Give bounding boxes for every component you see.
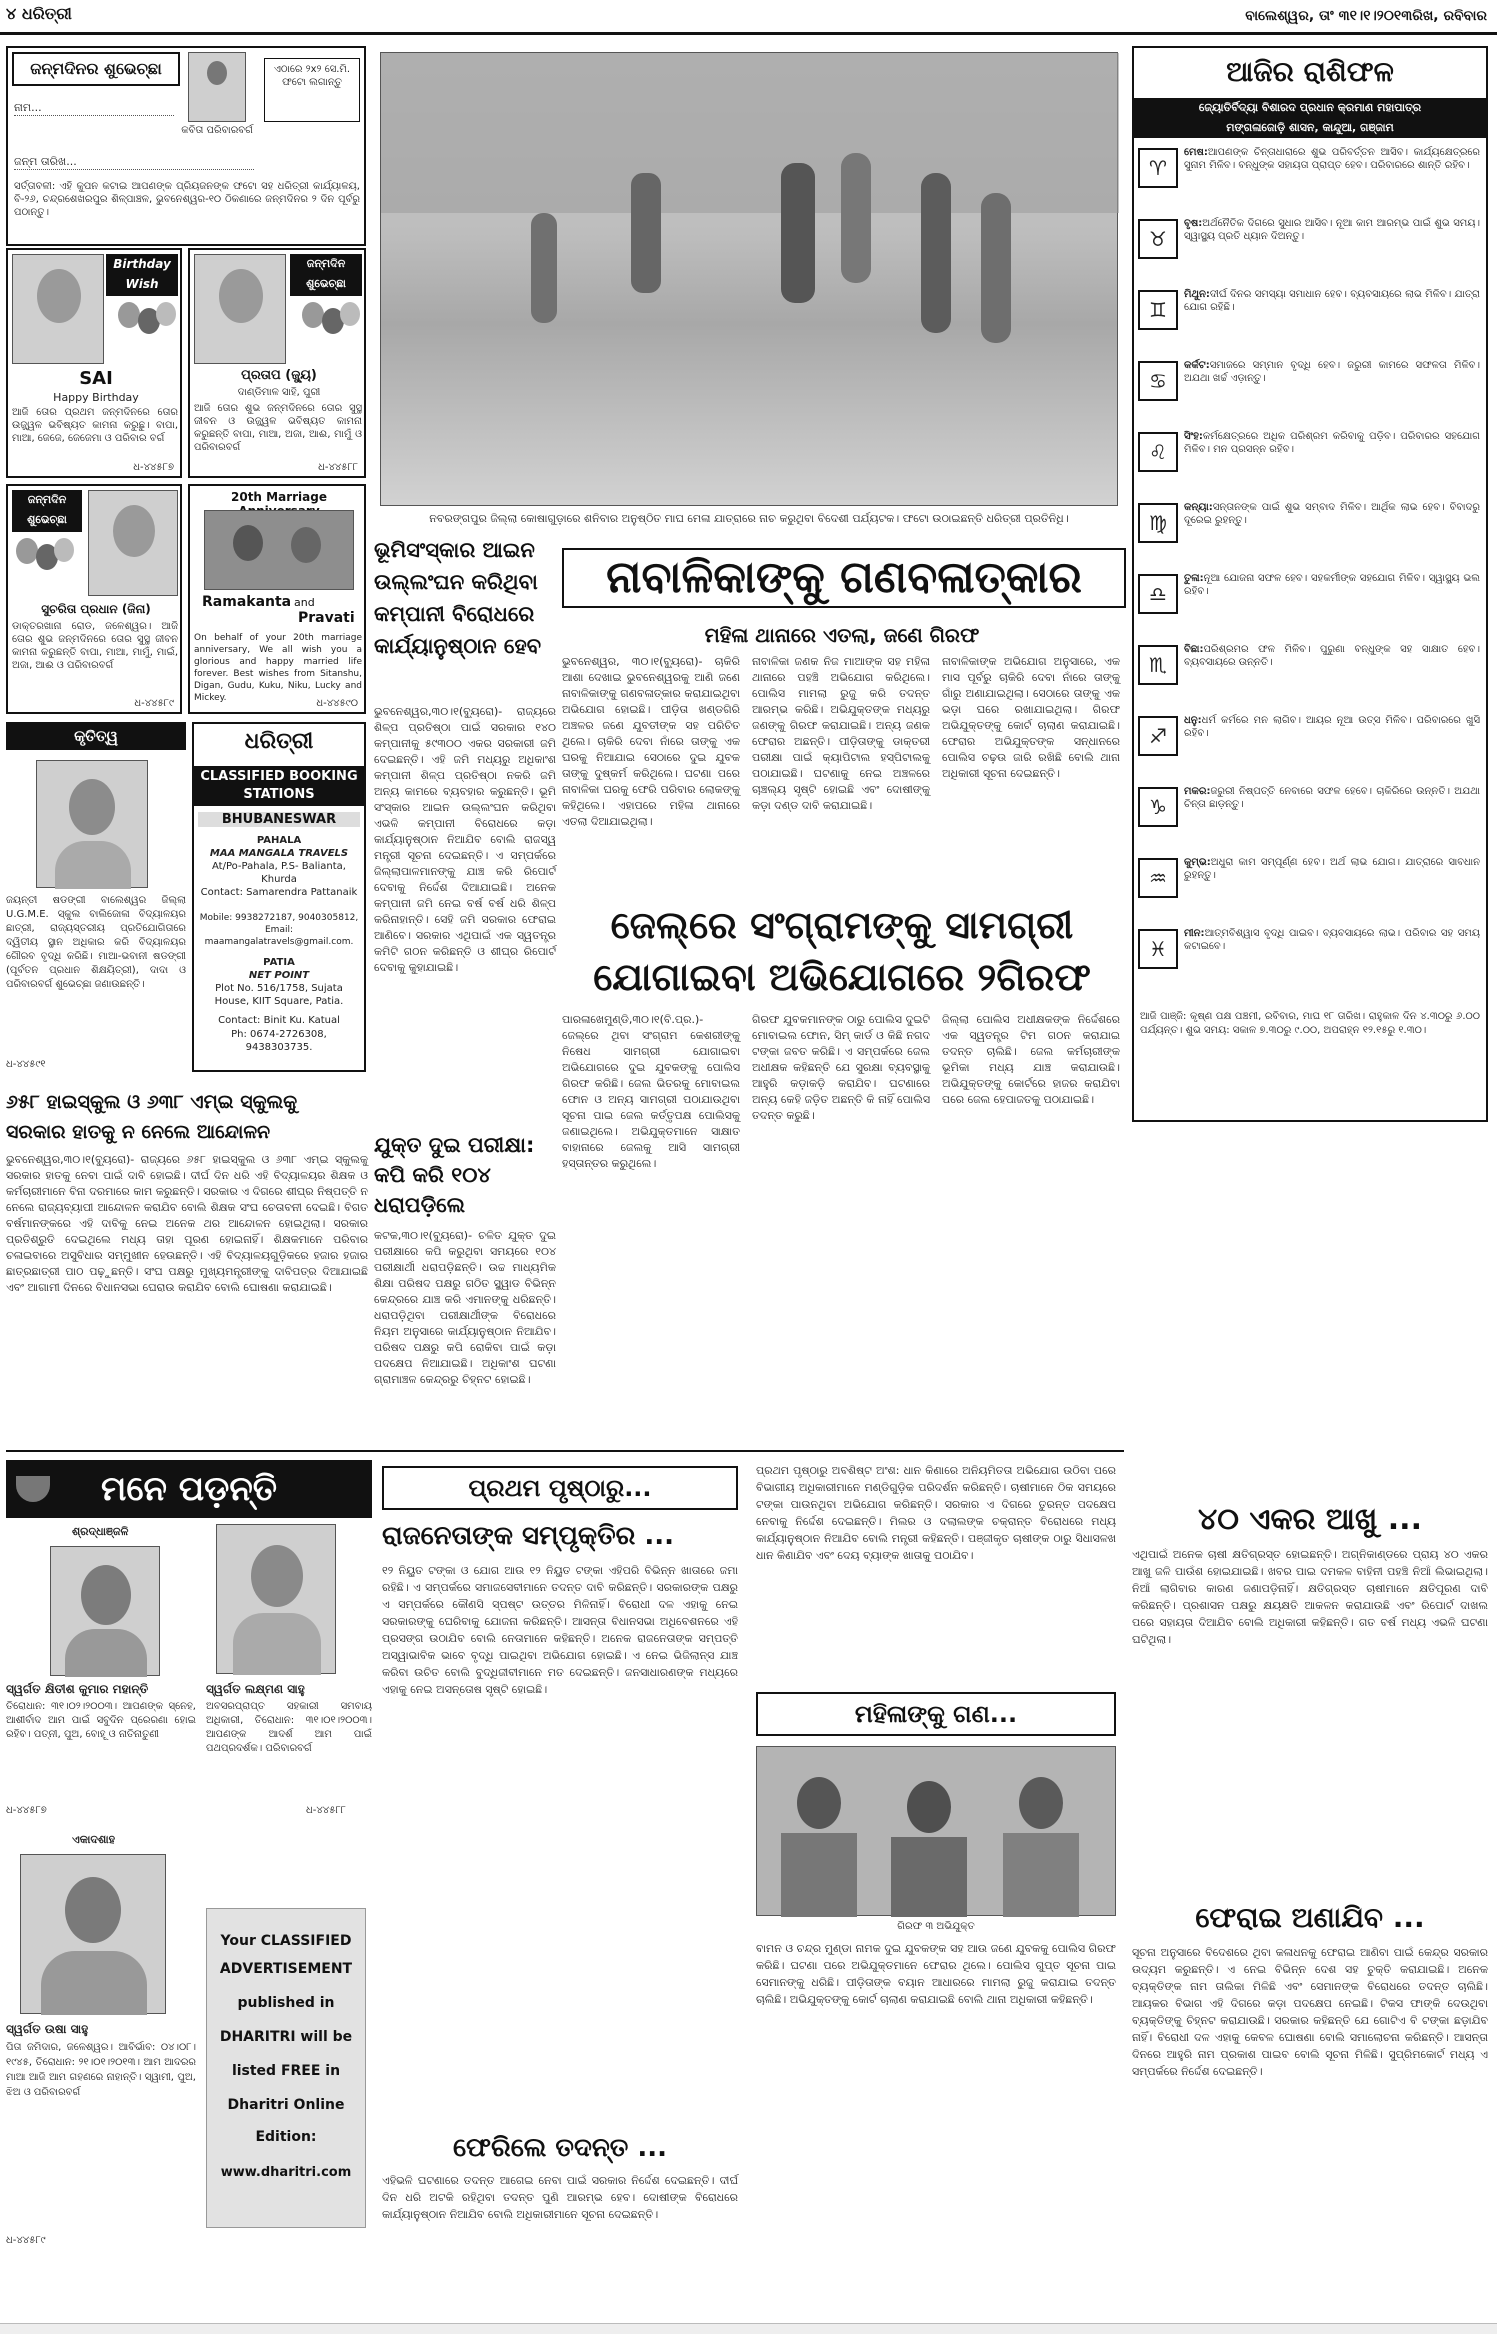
sai-photo xyxy=(12,254,104,364)
station2-addr: Plot No. 516/1758, Sujata House, KIIT Square, Patia. xyxy=(214,983,344,1007)
ekara-body: ଏଥିପାଇଁ ଅନେକ ଚାଷୀ କ୍ଷତିଗ୍ରସ୍ତ ହୋଇଛନ୍ତି। ଅଗ୍ନିକାଣ୍ଡରେ ପ୍ରାୟ ୪୦ ଏକର ଆଖୁ ଜଳି ପାଉଁଶ ହୋଇଯାଇଛି। ଖବର ପାଇ ଦମକଳ ବାହିନୀ ପହଞ୍ଚି ନିଆଁ ଲିଭାଇଥିଲା। ନିଆଁ ଲାଗିବାର କାରଣ ଜଣାପଡ଼ିନାହିଁ। କ୍ଷତିଗ୍ରସ୍ତ ଚାଷୀମାନେ କ୍ଷତିପୂରଣ ଦାବି କରିଛନ୍ତି। ପ୍ରଶାସନ ପକ୍ଷରୁ କ୍ଷୟକ୍ଷତି ଆକଳନ କରାଯାଉଛି ଏବଂ ରିପୋର୍ଟ ଦାଖଲ ପରେ ସହାୟତା ଦିଆଯିବ ବୋଲି ଅଧିକାରୀ କହିଛନ୍ତି। ଗତ ବର୍ଷ ମଧ୍ୟ ଏଭଳି ଘଟଣା ଘଟିଥିଲା। xyxy=(1132,1548,1488,1646)
header-rule xyxy=(0,32,1497,35)
p3-name: ସ୍ୱର୍ଗତ ଉଷା ସାହୁ xyxy=(6,2022,89,2036)
couple-photo xyxy=(204,510,354,590)
sucharita-code: ଧ-୪୪୫୮୯ xyxy=(134,698,174,709)
zodiac-icon: ♍ xyxy=(1138,503,1178,543)
rashi-row xyxy=(1134,641,1486,709)
plus-two-body: କଟକ,୩୦।୧(ବ୍ୟୁରୋ)- ଚଳିତ ଯୁକ୍ତ ଦୁଇ ପରୀକ୍ଷାରେ କପି କରୁଥିବା ସମୟରେ ୧୦୪ ପରୀକ୍ଷାର୍ଥୀ ଧରାପଡ଼ିଛନ୍ତି। ଉଚ୍ଚ ମାଧ୍ୟମିକ ଶିକ୍ଷା ପରିଷଦ ପକ୍ଷରୁ ଗଠିତ ସ୍କ୍ୱାଡ ବିଭିନ୍ନ କେନ୍ଦ୍ରରେ ଯାଞ୍ଚ କରି ଏମାନଙ୍କୁ ଧରିଛନ୍ତି। ଧରାପଡ଼ିଥିବା ପରୀକ୍ଷାର୍ଥୀଙ୍କ ବିରୋଧରେ ନିୟମ ଅନୁସାରେ କାର୍ଯ୍ୟାନୁଷ୍ଠାନ ନିଆଯିବ। ପରିଷଦ ପକ୍ଷରୁ କପି ରୋକିବା ପାଇଁ କଡ଼ା ପଦକ୍ଷେପ ନିଆଯାଇଛି। ଅଧିକାଂଶ ଘଟଣା ଗ୍ରାମାଞ୍ଚଳ କେନ୍ଦ୍ରରୁ ଚିହ୍ନଟ ହୋଇଛି। xyxy=(374,1229,556,1386)
rashi-row xyxy=(1134,925,1486,993)
p3-code: ଧ-୪୪୫୮୯ xyxy=(6,2235,46,2246)
rashi-name: କନ୍ୟା: xyxy=(1184,502,1213,513)
rashi-row xyxy=(1134,499,1486,567)
rashi-text: ନୂଆ ଯୋଜନା ସଫଳ ହେବ। ସହକର୍ମୀଙ୍କ ସହଯୋଗ ମିଳିବ। ସ୍ୱାସ୍ଥ୍ୟ ଭଲ ରହିବ। xyxy=(1184,573,1480,597)
mane-padanti-title: ମନେ ପଡ଼ନ୍ତି xyxy=(6,1460,372,1518)
rashi-text: ପରିଶ୍ରମର ଫଳ ମିଳିବ। ପୁରୁଣା ବନ୍ଧୁଙ୍କ ସହ ସାକ୍ଷାତ ହେବ। ବ୍ୟବସାୟରେ ଉନ୍ନତି। xyxy=(1184,644,1480,668)
zodiac-icon: ♏ xyxy=(1138,645,1178,685)
anniversary-title: 20th Marriage xyxy=(231,490,327,504)
rashi-text: ଜରୁରୀ ନିଷ୍ପତ୍ତି ନେବାରେ ସଫଳ ହେବେ। ଚାକିରିରେ ଉନ୍ନତି। ଅଯଥା ଚିନ୍ତା ଛାଡ଼ନ୍ତୁ। xyxy=(1184,786,1480,810)
free-online-ad xyxy=(206,1908,366,2228)
jail-headline1: ଜେଲ୍‌ରେ ସଂଗ୍ରାମଙ୍କୁ ସାମଗ୍ରୀ xyxy=(610,903,1074,947)
birthday-form-photo-caption: କବିତା ପରିବାରବର୍ଗ xyxy=(181,125,253,136)
main-col3: ନାବାଳିକାଙ୍କ ଅଭିଯୋଗ ଅନୁସାରେ, ଏକ ମାସ ପୂର୍ବରୁ ଚାକିରି ଦେବା ନାଁରେ ତାଙ୍କୁ ଗାଁରୁ ଅଣାଯାଇଥିଲା। ସେଠାରେ ତାଙ୍କୁ ଏକ ଭଡ଼ା ଘରେ ରଖାଯାଇଥିଲା। ଗିରଫ ଅଭିଯୁକ୍ତଙ୍କୁ କୋର୍ଟ ଚାଲାଣ କରାଯାଇଛି। ଫେରାର ଅଭିଯୁକ୍ତଙ୍କ ସନ୍ଧାନରେ ପୋଲିସ ଚଢ଼ଉ ଜାରି ରଖିଛି ବୋଲି ଥାନା ଅଧିକାରୀ ସୂଚନା ଦେଇଛନ୍ତି। xyxy=(942,655,1120,780)
rashi-text: ଆପଣଙ୍କ ଚିନ୍ତାଧାରାରେ ଶୁଭ ପରିବର୍ତ୍ତନ ଆସିବ। କାର୍ଯ୍ୟକ୍ଷେତ୍ରରେ ସୁନାମ ମିଳିବ। ବନ୍ଧୁଙ୍କ ସହାୟତା ପ୍ରାପ୍ତ ହେବ। ପରିବାରରେ ଶାନ୍ତି ରହିବ। xyxy=(1184,147,1480,171)
sucharita-photo xyxy=(88,490,178,596)
rashi-row xyxy=(1134,144,1486,212)
rashi-text: କର୍ମକ୍ଷେତ୍ରରେ ଅଧିକ ପରିଶ୍ରମ କରିବାକୁ ପଡ଼ିବ। ପରିବାରର ସହଯୋଗ ମିଳିବ। ମନ ପ୍ରସନ୍ନ ରହିବ। xyxy=(1184,431,1480,455)
rashi-text: ସମାଜରେ ସମ୍ମାନ ବୃଦ୍ଧି ହେବ। ଜରୁରୀ କାମରେ ସଫଳତା ମିଳିବ। ଅଯଥା ଖର୍ଚ୍ଚ ଏଡ଼ାନ୍ତୁ। xyxy=(1184,360,1480,384)
pratap-text: ଆଜି ତୋର ଶୁଭ ଜନ୍ମଦିନରେ ତୋର ସୁସ୍ଥ ଜୀବନ ଓ ଉଜ୍ଜ୍ୱଳ ଭବିଷ୍ୟତ କାମନା କରୁଛନ୍ତି ବାପା, ମାଆ, ଅଜା, ଆଈ, ମାମୁଁ ଓ ପରିବାରବର୍ଗ xyxy=(194,403,362,453)
rashi-name: ମେଷ: xyxy=(1184,147,1208,158)
anniversary-and: and xyxy=(294,596,315,609)
p2-name: ସ୍ୱର୍ଗତ ଲକ୍ଷ୍ମଣ ସାହୁ xyxy=(206,1682,305,1696)
birthday-form-photo xyxy=(188,52,246,122)
rashifal-place: ମଙ୍ଗଳାଜୋଡ଼ି ଶାସନ, କାନ୍ଦୁଆ, ଗଞ୍ଜାମ xyxy=(1134,118,1486,138)
birthday-form-terms: ସର୍ତ୍ତାବଳୀ: ଏହି କୁପନ କଟାଇ ଆପଣଙ୍କ ପ୍ରିୟଜନଙ୍କ ଫଟୋ ସହ ଧରିତ୍ରୀ କାର୍ଯ୍ୟାଳୟ, ବି-୨୬, ଚନ୍ଦ୍ରଶେଖରପୁର ଶିଳ୍ପାଞ୍ଚଳ, ଭୁବନେଶ୍ୱର-୧୦ ଠିକଣାରେ ଜନ୍ମଦିନର ୨ ଦିନ ପୂର୍ବରୁ ପଠାନ୍ତୁ। xyxy=(14,181,360,218)
jail-col2: ଗିରଫ ଯୁବକମାନଙ୍କ ଠାରୁ ପୋଲିସ ଦୁଇଟି ମୋବାଇଲ ଫୋନ, ସିମ୍ କାର୍ଡ ଓ କିଛି ନଗଦ ଟଙ୍କା ଜବତ କରିଛି। ଏ ସମ୍ପର୍କରେ ଜେଲ ଅଧୀକ୍ଷକ କହିଛନ୍ତି ଯେ ସୁରକ୍ଷା ବ୍ୟବସ୍ଥାକୁ ଆହୁରି କଡ଼ାକଡ଼ି କରାଯିବ। ଘଟଣାରେ ଅନ୍ୟ କେହି ଜଡ଼ିତ ଅଛନ୍ତି କି ନାହିଁ ପୋଲିସ ତଦନ୍ତ କରୁଛି। xyxy=(752,1013,930,1122)
zodiac-icon: ♒ xyxy=(1138,858,1178,898)
rashi-name: ମିଥୁନ: xyxy=(1184,289,1210,300)
krutitwa-text: ଜୟନ୍ତୀ ଷଡଙ୍ଗୀ ବାଲେଶ୍ୱର ଜିଲ୍ଲା U.G.M.E. ସ୍କୁଲ ବାଲିଜୋଳା ବିଦ୍ୟାଳୟର ଛାତ୍ରୀ, ରାଜ୍ୟସ୍ତରୀୟ ପ୍ରତିଯୋଗିତାରେ ଦ୍ୱିତୀୟ ସ୍ଥାନ ଅଧିକାର କରି ବିଦ୍ୟାଳୟର ଗୌରବ ବୃଦ୍ଧି କରିଛି। ମାଆ-ଭବାନୀ ଷଡଙ୍ଗୀ (ପୂର୍ବତନ ପ୍ରଧାନ ଶିକ୍ଷୟିତ୍ରୀ), ଦାଦା ଓ ପରିବାରବର୍ଗ ଶୁଭେଚ୍ଛା ଜଣାଉଛନ୍ତି। xyxy=(6,895,186,990)
sai-title: Birthday Wish xyxy=(106,254,178,296)
wish-pratap xyxy=(188,248,366,478)
rashi-row xyxy=(1134,854,1486,922)
main-col1: ଭୁବନେଶ୍ୱର, ୩୦।୧(ବ୍ୟୁରୋ)- ଚାକିରି ଆଶା ଦେଖାଇ ଭୁବନେଶ୍ୱରକୁ ଆଣି ଜଣେ ନାବାଳିକାଙ୍କୁ ଗଣବଳାତ୍କାର କରାଯାଇଥିବା ଅଭିଯୋଗ ହୋଇଛି। ପୀଡ଼ିତା ଖଣ୍ଡଗିରି ଅଞ୍ଚଳର ଜଣେ ଯୁବତୀଙ୍କ ସହ ପରିଚିତ ଥିଲେ। ଚାକିରି ଦେବା ନାଁରେ ତାଙ୍କୁ ଏକ ଘରକୁ ନିଆଯାଇ ସେଠାରେ ଦୁଇ ଯୁବକ ତାଙ୍କୁ ଦୁଷ୍କର୍ମ କରିଥିଲେ। ଘଟଣା ପରେ ନାବାଳିକା ଘରକୁ ଫେରି ପରିବାର ଲୋକଙ୍କୁ କହିଥିଲେ। ଏହାପରେ ମହିଳା ଥାନାରେ ଏତଲା ଦିଆଯାଇଥିଲା। xyxy=(562,655,740,828)
free-ad-line4: DHARITRI will be xyxy=(219,2029,353,2045)
p1-text: ତିରୋଧାନ: ୩୧।୦୨।୨୦୦୩। ଆପଣଙ୍କ ସ୍ନେହ, ଆଶୀର୍ବାଦ ଆମ ପାଇଁ ସବୁଦିନ ପ୍ରେରଣା ହୋଇ ରହିବ। ପତ୍ନୀ, ପୁଅ, ବୋହୂ ଓ ନାତିନାତୁଣୀ xyxy=(6,1701,196,1740)
rashifal-list xyxy=(1134,144,1486,1004)
zodiac-icon: ♎ xyxy=(1138,574,1178,614)
mid-body: ପ୍ରଥମ ପୃଷ୍ଠାରୁ ଅବଶିଷ୍ଟ ଅଂଶ: ଧାନ କିଣାରେ ଅନିୟମିତତା ଅଭିଯୋଗ ଉଠିବା ପରେ ବିଭାଗୀୟ ଅଧିକାରୀମାନେ ମଣ୍ଡିଗୁଡ଼ିକ ପରିଦର୍ଶନ କରିଛନ୍ତି। ଚାଷୀମାନେ ଠିକ ସମୟରେ ଟଙ୍କା ପାଉନଥିବା ଅଭିଯୋଗ କରିଛନ୍ତି। ସରକାର ଏ ଦିଗରେ ତୁରନ୍ତ ପଦକ୍ଷେପ ନେବାକୁ ନିର୍ଦ୍ଦେଶ ଦେଇଛନ୍ତି। ମିଲର ଓ ଦଲାଲଙ୍କ ଚକ୍ରାନ୍ତ ବିରୋଧରେ ମଧ୍ୟ କାର୍ଯ୍ୟାନୁଷ୍ଠାନ ନିଆଯିବ ବୋଲି ମନ୍ତ୍ରୀ କହିଛନ୍ତି। ପଞ୍ଜୀକୃତ ଚାଷୀଙ୍କ ଠାରୁ ସିଧାସଳଖ ଧାନ କିଣାଯିବ ଏବଂ ଦେୟ ବ୍ୟାଙ୍କ ଖାତାକୁ ପଠାଯିବ। xyxy=(756,1464,1116,1562)
mahila-body: ବାମନ ଓ ଚନ୍ଦ୍ର ମୁଣ୍ଡା ନାମକ ଦୁଇ ଯୁବକଙ୍କ ସହ ଆଉ ଜଣେ ଯୁବକକୁ ପୋଲିସ ଗିରଫ କରିଛି। ଘଟଣା ପରେ ଅଭିଯୁକ୍ତମାନେ ଫେରାର ଥିଲେ। ପୋଲିସ ଗୁପ୍ତ ସୂଚନା ପାଇ ସେମାନଙ୍କୁ ଧରିଛି। ପୀଡ଼ିତାଙ୍କ ବୟାନ ଆଧାରରେ ମାମଲା ରୁଜୁ କରାଯାଇ ତଦନ୍ତ ଚାଲିଛି। ଅଭିଯୁକ୍ତଙ୍କୁ କୋର୍ଟ ଚାଲାଣ କରାଯାଇଛି ବୋଲି ଥାନା ଅଧିକାରୀ କହିଛନ୍ତି। xyxy=(756,1942,1116,2006)
anniversary-text: On behalf of your 20th marriage anniversary, We all wish you a glorious and happy married life forever. Best wishes from Sitanshu, Digan, Gudu, Kuku, Niku, Lucky and Mickey. xyxy=(194,633,362,703)
sai-name: SAI xyxy=(79,368,113,389)
sucharita-text: ଡାକ୍ତରଖାନା ରୋଡ, ଜଳେଶ୍ୱର। ଆଜି ତୋର ଶୁଭ ଜନ୍ମଦିନରେ ତୋର ସୁସ୍ଥ ଜୀବନ କାମନା କରୁଛନ୍ତି ବାପା, ମାଆ, ମାମୁଁ, ମାଇଁ, ଅଜା, ଆଈ ଓ ପରିବାରବର୍ଗ xyxy=(12,621,178,671)
pratap-sub: ଦାଣ୍ଡିମାଳ ସାହି, ପୁରୀ xyxy=(237,387,321,398)
rashi-name: ସିଂହ: xyxy=(1184,431,1203,442)
rashifal-section xyxy=(1132,46,1488,1122)
accused-caption: ଗିରଫ ୩ ଅଭିଯୁକ୍ତ xyxy=(897,1921,975,1932)
anniversary-name2: Pravati xyxy=(298,610,355,626)
rashi-text: ଧର୍ମ କର୍ମରେ ମନ ଲାଗିବ। ଆୟର ନୂଆ ଉତ୍ସ ମିଳିବ। ପରିବାରରେ ଖୁସି ରହିବ। xyxy=(1184,715,1480,739)
rajneta-headline: ରାଜନେତାଙ୍କ ସମ୍ପୃକ୍ତିର ... xyxy=(382,1521,675,1551)
sucharita-name: ସୁଚରିତା ପ୍ରଧାନ (ଜିନା) xyxy=(41,602,151,616)
free-ad-line1: Your CLASSIFIED xyxy=(220,1933,352,1949)
school-headline1: ୬୫୮ ହାଇସ୍କୁଲ ଓ ୬୩୮ ଏମ୍‌ଇ ସ୍କୁଲକୁ xyxy=(6,1091,298,1113)
pratap-name: ପ୍ରତାପ (ଜ୍ୟୁ) xyxy=(241,368,317,383)
wish-sai xyxy=(6,248,182,478)
zodiac-icon: ♊ xyxy=(1138,290,1178,330)
balloons-icon xyxy=(118,302,178,362)
birthday-form xyxy=(6,46,366,246)
pherile-headline: ଫେରିଲେ ତଦନ୍ତ ... xyxy=(453,2133,667,2163)
station2-org: NET POINT xyxy=(248,970,310,981)
free-ad-line3: published in xyxy=(237,1995,335,2011)
balloons-icon xyxy=(16,538,76,598)
top-photo-caption: ନବରଙ୍ଗପୁର ଜିଲ୍ଲା କୋଷାଗୁଡ଼ାରେ ଶନିବାର ଅନୁଷ୍ଠିତ ମାଘ ମେଳା ଯାତ୍ରାରେ ନାଚ କରୁଥିବା ବିଦେଶୀ ପର୍ଯ୍ୟଟକ। ଫଟୋ ଉଠାଇଛନ୍ତି ଧରିତ୍ରୀ ପ୍ରତିନିଧି। xyxy=(429,512,1069,525)
sucharita-title: ଜନ୍ମଦିନ ଶୁଭେଚ୍ଛା xyxy=(12,490,82,532)
rashi-name: ବୃଷ: xyxy=(1184,218,1203,229)
mid-rule xyxy=(6,1450,1124,1452)
station1-name: PAHALA xyxy=(256,835,302,846)
krutitwa-code: ଧ-୪୪୫୯୧ xyxy=(6,1059,46,1070)
pherile-body: ଏହିଭଳି ଘଟଣାରେ ତଦନ୍ତ ଆଗେଇ ନେବା ପାଇଁ ସରକାର ନିର୍ଦ୍ଦେଶ ଦେଇଛନ୍ତି। ଦୀର୍ଘ ଦିନ ଧରି ଅଟକି ରହିଥିବା ତଦନ୍ତ ପୁଣି ଆରମ୍ଭ ହେବ। ଦୋଷୀଙ୍କ ବିରୋଧରେ କାର୍ଯ୍ୟାନୁଷ୍ଠାନ ନିଆଯିବ ବୋଲି ଅଧିକାରୀମାନେ ସୂଚନା ଦେଇଛନ୍ତି। xyxy=(382,2174,738,2221)
krutitwa-section xyxy=(6,722,186,1076)
station1-addr: At/Po-Pahala, P.S- Balianta, Khurda xyxy=(211,861,346,885)
p3-text: ପିତା ଜମିଦାର, ଜଳେଶ୍ୱର। ଆବିର୍ଭାବ: ୦୪।୦୮।୧୯୪୫, ତିରୋଧାନ: ୨୧।୦୧।୨୦୧୩। ଆମ ଆଦରର ମାଆ ଆଜି ଆମ ଗହଣରେ ନାହାନ୍ତି। ସ୍ୱାମୀ, ପୁଅ, ଝିଅ ଓ ପରିବାରବର୍ଗ xyxy=(6,2042,196,2098)
station1-org: MAA MANGALA TRAVELS xyxy=(209,848,349,859)
zodiac-icon: ♉ xyxy=(1138,219,1178,259)
p1-code: ଧ-୪୪୫୮୭ xyxy=(6,1805,47,1816)
zodiac-icon: ♈ xyxy=(1138,148,1178,188)
zodiac-icon: ♑ xyxy=(1138,787,1178,827)
rajneta-body: ୧୨ ନିୟୁତ ଟଙ୍କା ଓ ଯୋଗ ଆଉ ୧୨ ନିୟୁତ ଟଙ୍କା ଏହିପରି ବିଭିନ୍ନ ଖାତାରେ ଜମା ରହିଛି। ଏ ସମ୍ପର୍କରେ ସମାଜସେବୀମାନେ ତଦନ୍ତ ଦାବି କରିଛନ୍ତି। ସରକାରଙ୍କ ପକ୍ଷରୁ ଏ ସମ୍ପର୍କରେ କୌଣସି ସ୍ପଷ୍ଟ ଉତ୍ତର ମିଳିନାହିଁ। ବିରୋଧୀ ଦଳ ଏହାକୁ ନେଇ ସରକାରଙ୍କୁ ଘେରିବାକୁ ଯୋଜନା କରିଛନ୍ତି। ଆସନ୍ତା ବିଧାନସଭା ଅଧିବେଶନରେ ଏହି ପ୍ରସଙ୍ଗ ଉଠାଯିବ ବୋଲି ନେତାମାନେ କହିଛନ୍ତି। ଅନେକ ରାଜନେତାଙ୍କ ସମ୍ପତ୍ତି ଅସ୍ୱାଭାବିକ ଭାବେ ବୃଦ୍ଧି ପାଇଥିବା ଅଭିଯୋଗ ହୋଇଛି। ଏ ନେଇ ଭିଜିଲାନ୍ସ ଯାଞ୍ଚ କରିବା ଉଚିତ ବୋଲି ବୁଦ୍ଧିଜୀବୀମାନେ ମତ ଦେଇଛନ୍ତି। ଜନସାଧାରଣଙ୍କ ମଧ୍ୟରେ ଏହାକୁ ନେଇ ଅସନ୍ତୋଷ ସୃଷ୍ଟି ହୋଇଛି। xyxy=(382,1564,738,1696)
main-headline: ନାବାଳିକାଙ୍କୁ ଗଣବଳାତ୍କାର xyxy=(562,548,1126,608)
free-ad-link[interactable]: www.dharitri.com xyxy=(220,2165,352,2180)
rashifal-title: ଆଜିର ରାଶିଫଳ xyxy=(1226,55,1394,88)
sai-text: ଆଜି ତୋର ପ୍ରଥମ ଜନ୍ମଦିନରେ ତୋର ଉଜ୍ଜ୍ୱଳ ଭବିଷ୍ୟତ କାମନା କରୁଛୁ। ବାପା, ମାଆ, ଜେଜେ, ଜେଜେମା ଓ ପରିବାର ବର୍ଗ xyxy=(12,407,178,444)
pratap-code: ଧ-୪୪୫୮୮ xyxy=(318,462,358,473)
pheraiba-body: ସୂଚନା ଅନୁସାରେ ବିଦେଶରେ ଥିବା କଳାଧନକୁ ଫେରାଇ ଆଣିବା ପାଇଁ କେନ୍ଦ୍ର ସରକାର ଉଦ୍ୟମ କରୁଛନ୍ତି। ଏ ନେଇ ବିଭିନ୍ନ ଦେଶ ସହ ଚୁକ୍ତି କରାଯାଇଛି। ଅନେକ ବ୍ୟକ୍ତିଙ୍କ ନାମ ତାଲିକା ମିଳିଛି ଏବଂ ସେମାନଙ୍କ ବିରୋଧରେ ତଦନ୍ତ ଚାଲିଛି। ଆୟକର ବିଭାଗ ଏହି ଦିଗରେ କଡ଼ା ପଦକ୍ଷେପ ନେଇଛି। ଟିକସ ଫାଙ୍କି ଦେଉଥିବା ବ୍ୟକ୍ତିଙ୍କୁ ଚିହ୍ନଟ କରାଯାଉଛି। ସରକାର କହିଛନ୍ତି ଯେ ଗୋଟିଏ ବି ଟଙ୍କା ଛଡ଼ାଯିବ ନାହିଁ। ବିରୋଧୀ ଦଳ ଏହାକୁ କେବଳ ଘୋଷଣା ବୋଲି ସମାଲୋଚନା କରିଛନ୍ତି। ଆସନ୍ତା ଦିନରେ ଆହୁରି ନାମ ପ୍ରକାଶ ପାଇବ ବୋଲି ସୂଚନା ମିଳିଛି। ସୁପ୍ରିମକୋର୍ଟ ମଧ୍ୟ ଏ ସମ୍ପର୍କରେ ନିର୍ଦ୍ଦେଶ ଦେଇଛନ୍ତି। xyxy=(1132,1946,1488,2078)
rashi-name: ତୁଳା: xyxy=(1184,573,1204,584)
pratap-title: ଜନ୍ମଦିନ ଶୁଭେଚ୍ଛା xyxy=(290,254,362,296)
rashi-row xyxy=(1134,428,1486,496)
page-footer-strip xyxy=(0,2323,1497,2334)
station2-phone: Ph: 0674-2726308, 9438303735. xyxy=(231,1029,327,1053)
rashi-name: ମୀନ: xyxy=(1184,928,1205,939)
zodiac-icon: ♐ xyxy=(1138,716,1178,756)
rashi-row xyxy=(1134,712,1486,780)
wish-sucharita xyxy=(6,484,182,714)
p3-photo xyxy=(20,1854,166,2014)
school-body: ଭୁବନେଶ୍ୱର,୩୦।୧(ବ୍ୟୁରୋ)- ରାଜ୍ୟରେ ୬୫୮ ହାଇସ୍କୁଲ ଓ ୬୩୮ ଏମ୍‌ଇ ସ୍କୁଲକୁ ସରକାର ହାତକୁ ନେବା ପାଇଁ ଦାବି ହୋଇଛି। ଦୀର୍ଘ ଦିନ ଧରି ଏହି ବିଦ୍ୟାଳୟର ଶିକ୍ଷକ ଓ କର୍ମଚାରୀମାନେ ବିନା ଦରମାରେ କାମ କରୁଛନ୍ତି। ସରକାର ଏ ଦିଗରେ ଶୀଘ୍ର ନିଷ୍ପତ୍ତି ନ ନେଲେ ରାଜ୍ୟବ୍ୟାପୀ ଆନ୍ଦୋଳନ କରାଯିବ ବୋଲି ଶିକ୍ଷକ ସଂଘ ଚେତାବନୀ ଦେଇଛି। ବିଗତ ବର୍ଷମାନଙ୍କରେ ଏହି ଦାବିକୁ ନେଇ ଅନେକ ଥର ଆନ୍ଦୋଳନ ହୋଇଥିଲା। ସରକାର ପ୍ରତିଶ୍ରୁତି ଦେଇଥିଲେ ମଧ୍ୟ ତାହା ପୂରଣ ହୋଇନାହିଁ। ଶିକ୍ଷକମାନେ ପରିବାର ଚଳାଇବାରେ ଅସୁବିଧାର ସମ୍ମୁଖୀନ ହେଉଛନ୍ତି। ଏହି ବିଦ୍ୟାଳୟଗୁଡ଼ିକରେ ହଜାର ହଜାର ଛାତ୍ରଛାତ୍ରୀ ପାଠ ପଢ଼ୁଛନ୍ତି। ସଂଘ ପକ୍ଷରୁ ମୁଖ୍ୟମନ୍ତ୍ରୀଙ୍କୁ ଦାବିପତ୍ର ଦିଆଯାଇଛି ଏବଂ ଆଗାମୀ ଦିନରେ ବିଧାନସଭା ଘେରାଉ କରାଯିବ ବୋଲି ଘୋଷଣା କରାଯାଇଛି। xyxy=(6,1153,368,1294)
rashi-row xyxy=(1134,570,1486,638)
pratap-photo xyxy=(194,254,286,364)
zodiac-icon: ♋ xyxy=(1138,361,1178,401)
dharitri-logo: ଧରିତ୍ରୀ xyxy=(244,728,314,754)
rashi-name: କର୍କଟ: xyxy=(1184,360,1210,371)
station1-mobile: Mobile: 9938272187, 9040305812, Email: maamangalatravels@gmail.com. xyxy=(199,913,359,947)
krutitwa-title: କୃତିତ୍ୱ xyxy=(6,722,186,750)
ekadashaha-label: ଏକାଦଶାହ xyxy=(72,1833,116,1846)
rashi-text: ଦୀର୍ଘ ଦିନର ସମସ୍ୟା ସମାଧାନ ହେବ। ବ୍ୟବସାୟରେ ଲାଭ ମିଳିବ। ଯାତ୍ରା ଯୋଗ ରହିଛି। xyxy=(1184,289,1480,313)
rashi-text: ଅଧୁରା କାମ ସମ୍ପୂର୍ଣ୍ଣ ହେବ। ଅର୍ଥ ଲାଭ ଯୋଗ। ଯାତ୍ରାରେ ସାବଧାନ ରୁହନ୍ତୁ। xyxy=(1184,857,1480,881)
station2-contact: Contact: Binit Ku. Katual xyxy=(218,1015,340,1026)
plus-two-headline: ଯୁକ୍ତ ଦୁଇ ପରୀକ୍ଷା: କପି କରି ୧୦୪ ଧରାପଡ଼ିଲେ xyxy=(374,1133,535,1217)
rashi-row xyxy=(1134,286,1486,354)
ekara-headline: ୪୦ ଏକର ଆଖୁ ... xyxy=(1198,1502,1422,1537)
rashi-row xyxy=(1134,357,1486,425)
land-body: ଭୁବନେଶ୍ୱର,୩୦।୧(ବ୍ୟୁରୋ)- ରାଜ୍ୟରେ ଶିଳ୍ପ ପ୍ରତିଷ୍ଠା ପାଇଁ ସରକାର ୧୪୦ କମ୍ପାନୀକୁ ୫୯୩୦୦ ଏକର ସରକାରୀ ଜମି ଦେଇଛନ୍ତି। ଏହି ଜମି ମଧ୍ୟରୁ ଅଧିକାଂଶ କମ୍ପାନୀ ଶିଳ୍ପ ପ୍ରତିଷ୍ଠା ନକରି ଜମି ଅନ୍ୟ କାମରେ ବ୍ୟବହାର କରୁଛନ୍ତି। ଭୂମି ସଂସ୍କାର ଆଇନ ଉଲ୍ଲଂଘନ କରିଥିବା ଏଭଳି କମ୍ପାନୀ ବିରୋଧରେ କଡ଼ା କାର୍ଯ୍ୟାନୁଷ୍ଠାନ ନିଆଯିବ ବୋଲି ରାଜସ୍ୱ ମନ୍ତ୍ରୀ ସୂଚନା ଦେଇଛନ୍ତି। ଏ ସମ୍ପର୍କରେ ଜିଲ୍ଲାପାଳମାନଙ୍କୁ ଯାଞ୍ଚ କରି ରିପୋର୍ଟ ଦେବାକୁ ନିର୍ଦ୍ଦେଶ ଦିଆଯାଇଛି। ଅନେକ କମ୍ପାନୀ ଜମି ନେଇ ବର୍ଷ ବର୍ଷ ଧରି ଶିଳ୍ପ କରିନାହାନ୍ତି। ସେହି ଜମି ସରକାର ଫେରାଇ ଆଣିବେ। ସରକାର ଏଥିପାଇଁ ଏକ ସ୍ୱତନ୍ତ୍ର କମିଟି ଗଠନ କରିଛନ୍ତି ଓ ଶୀଘ୍ର ରିପୋର୍ଟ ଦେବାକୁ କୁହାଯାଇଛି। xyxy=(374,705,556,974)
p2-photo xyxy=(216,1524,336,1674)
mane-padanti-section xyxy=(6,1460,372,2320)
station2-name: PATIA xyxy=(263,957,295,968)
person-icon xyxy=(207,61,227,85)
p1-photo xyxy=(50,1546,160,1676)
krutitwa-photo xyxy=(36,760,148,888)
classified-booking xyxy=(192,722,366,1072)
zodiac-icon: ♌ xyxy=(1138,432,1178,472)
rashifal-astrologer: ଜ୍ୟୋତିର୍ବିଦ୍ୟା ବିଶାରଦ ପ୍ରଧାନ କ୍ରମାଣ ମହାପାତ୍ର xyxy=(1134,98,1486,118)
rashi-name: ଧନୁ: xyxy=(1184,715,1202,726)
anniversary-name1: Ramakanta xyxy=(202,594,292,610)
main-col2: ନାବାଳିକା ଜଣକ ନିଜ ମାଆଙ୍କ ସହ ମହିଳା ଥାନାରେ ପହଞ୍ଚି ଅଭିଯୋଗ କରିଥିଲେ। ପୋଲିସ ମାମଲା ରୁଜୁ କରି ତଦନ୍ତ ଆରମ୍ଭ କରିଛି। ଅଭିଯୁକ୍ତଙ୍କ ମଧ୍ୟରୁ ଜଣଙ୍କୁ ଗିରଫ କରାଯାଇଛି। ଅନ୍ୟ ଜଣକ ଫେରାର ଅଛନ୍ତି। ପୀଡ଼ିତାଙ୍କୁ ଡାକ୍ତରୀ ପରୀକ୍ଷା ପାଇଁ କ୍ୟାପିଟାଲ ହସ୍ପିଟାଲକୁ ପଠାଯାଇଛି। ଘଟଣାକୁ ନେଇ ଅଞ୍ଚଳରେ ଚାଞ୍ଚଲ୍ୟ ସୃଷ୍ଟି ହୋଇଛି ଏବଂ ଦୋଷୀଙ୍କୁ କଡ଼ା ଦଣ୍ଡ ଦାବି କରାଯାଇଛି। xyxy=(752,655,930,812)
mahila-headline: ମହିଳାଙ୍କୁ ଗଣ... xyxy=(756,1692,1116,1736)
free-ad-line7: Edition: xyxy=(255,2129,317,2145)
birthday-form-name-field[interactable]: ନାମ... xyxy=(14,100,174,116)
rashi-row xyxy=(1134,783,1486,851)
classified-city: BHUBANESWAR xyxy=(198,812,360,827)
anniversary-code: ଧ-୪୪୫୯୦ xyxy=(316,698,358,709)
jail-headline2: ଯୋଗାଇବା ଅଭିଯୋଗରେ ୨ଗିରଫ xyxy=(593,955,1091,999)
jail-col1: ପାରଳାଖେମୁଣ୍ଡି,୩୦।୧(ବି.ପ୍ର.)- ଜେଲ୍‌ରେ ଥିବା ସଂଗ୍ରାମ କେଶରୀଙ୍କୁ ନିଷେଧ ସାମଗ୍ରୀ ଯୋଗାଇବା ଅଭିଯୋଗରେ ଦୁଇ ଯୁବକଙ୍କୁ ପୋଲିସ ଗିରଫ କରିଛି। ଜେଲ ଭିତରକୁ ମୋବାଇଲ ଫୋନ ଓ ଅନ୍ୟ ସାମଗ୍ରୀ ପଠାଯାଉଥିବା ସୂଚନା ପାଇ ଜେଲ କର୍ତ୍ତୃପକ୍ଷ ପୋଲିସକୁ ଜଣାଇଥିଲେ। ଅଭିଯୁକ୍ତମାନେ ସାକ୍ଷାତ ବାହାନାରେ ଜେଲକୁ ଆସି ସାମଗ୍ରୀ ହସ୍ତାନ୍ତର କରୁଥିଲେ। xyxy=(562,1013,740,1170)
station1-contact: Contact: Samarendra Pattanaik xyxy=(200,887,358,898)
rashi-name: କୁମ୍ଭ: xyxy=(1184,857,1211,868)
school-headline2: ସରକାର ହାତକୁ ନ ନେଲେ ଆନ୍ଦୋଳନ xyxy=(6,1121,271,1143)
rashi-name: ମକର: xyxy=(1184,786,1211,797)
panjika-text: ଆଜି ପାଞ୍ଜି: କୃଷ୍ଣ ପକ୍ଷ ପଞ୍ଚମୀ, ରବିବାର, ମାଘ ୧୮ ତାରିଖ। ରାହୁକାଳ ଦିନ ୪.୩୦ରୁ ୬.୦୦ ପର୍ଯ୍ୟନ୍ତ। ଶୁଭ ସମୟ: ସକାଳ ୭.୩୦ରୁ ୯.୦୦, ଅପରାହ୍ନ ୧୨.୧୫ରୁ ୧.୩୦। xyxy=(1140,1011,1480,1036)
birthday-form-size-note: ଏଠାରେ ୨x୨ ସେ.ମି. ଫଟୋ ଲଗାନ୍ତୁ xyxy=(264,58,360,122)
classified-heading: CLASSIFIED BOOKING STATIONS xyxy=(194,766,364,806)
p2-text: ଅବସରପ୍ରାପ୍ତ ସହକାରୀ ସମବାୟ ଅଧିକାରୀ, ତିରୋଧାନ: ୩୧।୦୧।୨୦୦୩। ଆପଣଙ୍କ ଆଦର୍ଶ ଆମ ପାଇଁ ପଥପ୍ରଦର୍ଶକ। ପରିବାରବର୍ଗ xyxy=(206,1701,372,1754)
page-label: ୪ ଧରିତ୍ରୀ xyxy=(6,4,72,23)
rashi-text: ସନ୍ତାନଙ୍କ ପାଇଁ ଶୁଭ ସମ୍ବାଦ ମିଳିବ। ଆର୍ଥିକ ଲାଭ ହେବ। ବିବାଦରୁ ଦୂରେଇ ରୁହନ୍ତୁ। xyxy=(1184,502,1480,526)
main-subhead: ମହିଳା ଥାନାରେ ଏତଲା, ଜଣେ ଗିରଫ xyxy=(704,623,980,647)
free-ad-line2: ADVERTISEMENT xyxy=(219,1961,353,1977)
rashi-name: ବିଛା: xyxy=(1184,644,1204,655)
pheraiba-headline: ଫେରାଇ ଅଣାଯିବ ... xyxy=(1195,1901,1425,1934)
shraddhanjali-label: ଶ୍ରଦ୍ଧାଞ୍ଜଳି xyxy=(72,1525,129,1538)
birthday-form-birth-field[interactable]: ଜନ୍ମ ତାରିଖ... xyxy=(14,154,254,170)
anniversary-ad xyxy=(188,484,366,714)
p1-name: ସ୍ୱର୍ଗତ କ୍ଷିତୀଶ କୁମାର ମହାନ୍ତି xyxy=(6,1682,149,1696)
sai-sub: Happy Birthday xyxy=(53,391,139,404)
sai-code: ଧ-୪୪୫୮୭ xyxy=(133,462,174,473)
balloons-icon xyxy=(302,302,362,362)
accused-photo xyxy=(756,1746,1116,1916)
jail-col3: ଜିଲ୍ଲା ପୋଲିସ ଅଧୀକ୍ଷକଙ୍କ ନିର୍ଦ୍ଦେଶରେ ଏକ ସ୍ୱତନ୍ତ୍ର ଟିମ ଗଠନ କରାଯାଇ ତଦନ୍ତ ଚାଲିଛି। ଜେଲ କର୍ମଚାରୀଙ୍କ ଭୂମିକା ମଧ୍ୟ ଯାଞ୍ଚ କରାଯାଉଛି। ଅଭିଯୁକ୍ତଙ୍କୁ କୋର୍ଟରେ ହାଜର କରାଯିବା ପରେ ଜେଲ ହେପାଜତକୁ ପଠାଯାଇଛି। xyxy=(942,1013,1120,1106)
land-headline: ଭୂମିସଂସ୍କାର ଆଇନ ଉଲ୍ଲଂଘନ କରିଥିବା କମ୍ପାନୀ ବିରୋଧରେ କାର୍ଯ୍ୟାନୁଷ୍ଠାନ ହେବ xyxy=(374,538,542,658)
rashi-row xyxy=(1134,215,1486,283)
top-news-photo xyxy=(380,52,1118,506)
pratham-prushtharu-label: ପ୍ରଥମ ପୃଷ୍ଠାରୁ... xyxy=(382,1466,738,1510)
rashi-text: ଆତ୍ମବିଶ୍ୱାସ ବୃଦ୍ଧି ପାଇବ। ବ୍ୟବସାୟରେ ଲାଭ। ପରିବାର ସହ ସମୟ କଟାଇବେ। xyxy=(1184,928,1480,952)
rashi-text: ଅର୍ଥନୈତିକ ଦିଗରେ ସୁଧାର ଆସିବ। ନୂଆ କାମ ଆରମ୍ଭ ପାଇଁ ଶୁଭ ସମୟ। ସ୍ୱାସ୍ଥ୍ୟ ପ୍ରତି ଧ୍ୟାନ ଦିଅନ୍ତୁ। xyxy=(1184,218,1480,242)
free-ad-line6: Dharitri Online xyxy=(227,2097,345,2113)
zodiac-icon: ♓ xyxy=(1138,929,1178,969)
p2-code: ଧ-୪୪୫୮୮ xyxy=(306,1805,346,1816)
free-ad-line5: listed FREE in xyxy=(231,2063,341,2079)
birthday-form-title: ଜନ୍ମଦିନର ଶୁଭେଚ୍ଛା xyxy=(12,52,180,86)
dateline: ବାଲେଶ୍ୱର, ତାଂ ୩୧।୧।୨୦୧୩ରିଖ, ରବିବାର xyxy=(1245,8,1487,24)
